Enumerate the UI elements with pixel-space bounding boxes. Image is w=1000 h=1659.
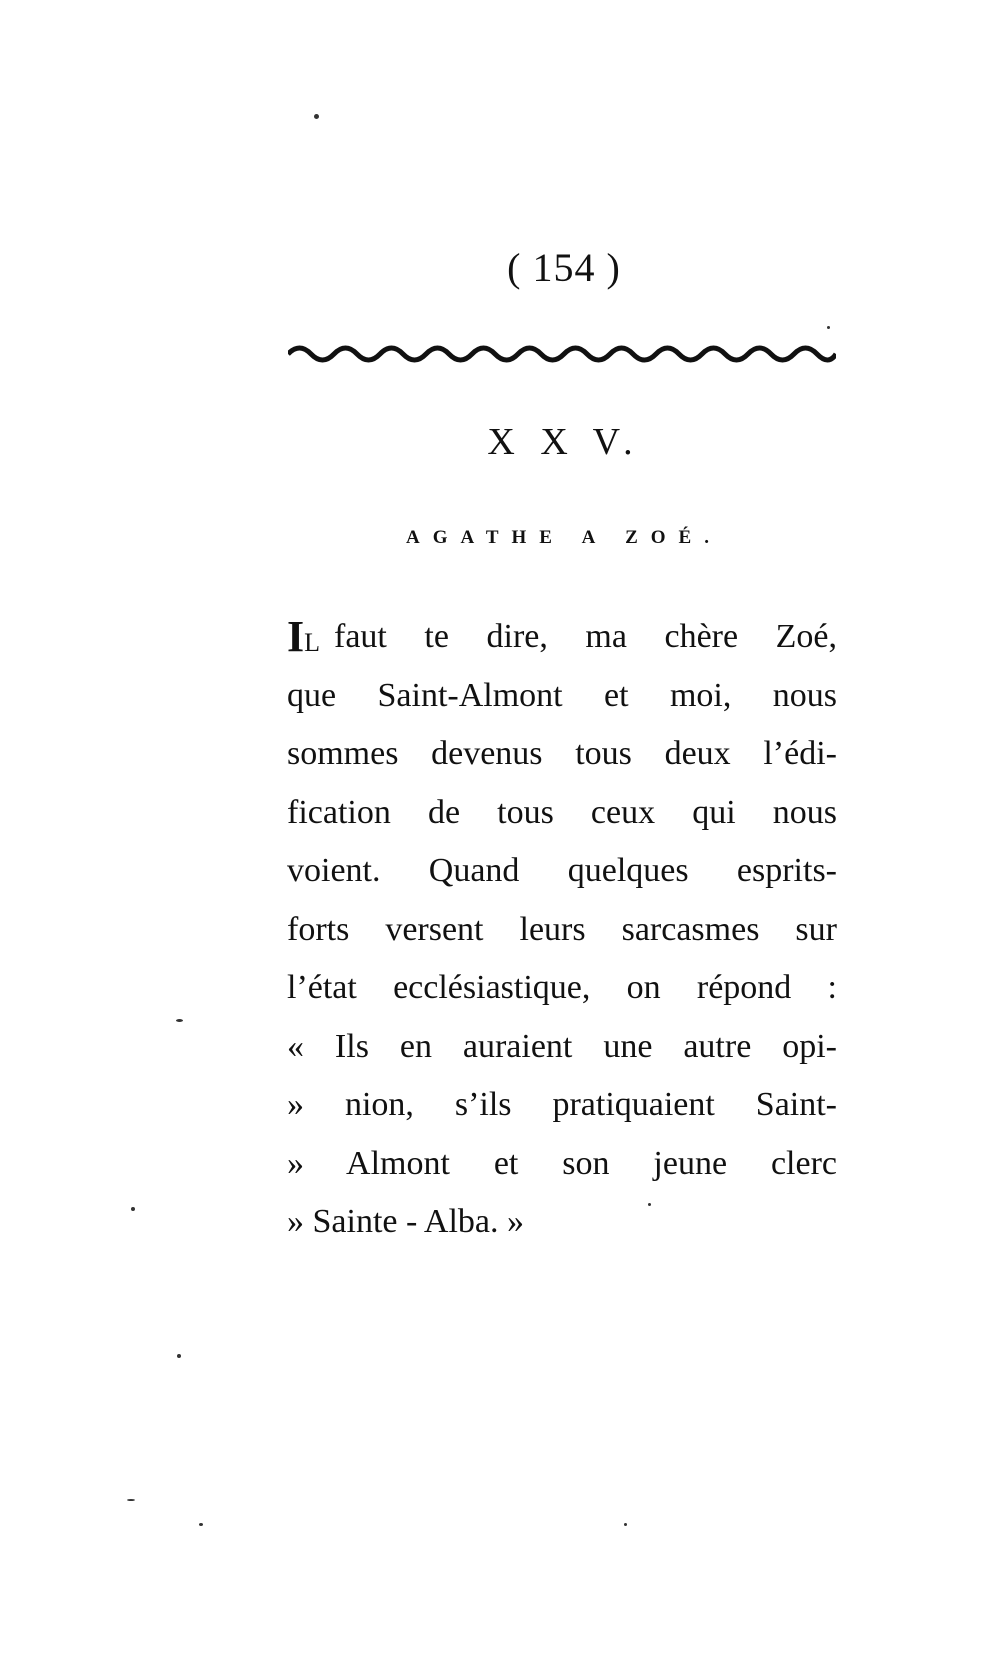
first-line-opening <box>287 608 334 667</box>
print-speck <box>177 1354 181 1358</box>
text-line-content: voient. Quand quelques esprits- <box>287 852 837 889</box>
drop-cap: I <box>287 612 305 661</box>
text-line-content: » Almont et son jeune clerc <box>287 1144 837 1182</box>
print-speck <box>127 1499 135 1501</box>
text-line <box>287 959 837 1018</box>
letter-body <box>287 608 837 1252</box>
drop-cap-continuation: L <box>304 628 321 657</box>
text-line-content: sommes devenus tous deux l’édi- <box>287 735 837 772</box>
chapter-number: X X V. <box>487 421 641 463</box>
text-line <box>287 608 837 667</box>
text-line <box>287 1193 837 1252</box>
text-line <box>287 1076 837 1135</box>
letter-heading: AGATHE A ZOÉ. <box>406 527 722 548</box>
text-line-content: fication de tous ceux qui nous <box>287 793 837 831</box>
text-line <box>287 901 837 960</box>
print-speck <box>131 1207 135 1211</box>
text-line <box>287 842 837 901</box>
page-number: ( 154 ) <box>507 245 621 290</box>
text-line <box>287 784 837 843</box>
text-line-content: forts versent leurs sarcasmes sur <box>287 910 837 948</box>
print-speck <box>624 1523 627 1526</box>
text-line-content: faut te dire, ma chère Zoé, <box>334 618 837 655</box>
text-line <box>287 667 837 726</box>
text-line-content: » Sainte - Alba. » <box>287 1203 525 1240</box>
print-speck <box>648 1203 651 1206</box>
print-speck <box>314 114 319 119</box>
print-speck <box>176 1019 183 1022</box>
text-line-content: l’état ecclésiastique, on répond : <box>287 969 837 1006</box>
wavy-rule <box>288 340 836 368</box>
text-line-content: » nion, s’ils pratiquaient Saint- <box>287 1086 837 1123</box>
print-speck <box>199 1523 203 1526</box>
text-line-content: « Ils en auraient une autre opi- <box>287 1027 837 1065</box>
print-speck <box>827 326 830 329</box>
text-line <box>287 725 837 784</box>
text-line-content: que Saint-Almont et moi, nous <box>287 676 837 714</box>
text-line <box>287 1135 837 1194</box>
text-line <box>287 1018 837 1077</box>
